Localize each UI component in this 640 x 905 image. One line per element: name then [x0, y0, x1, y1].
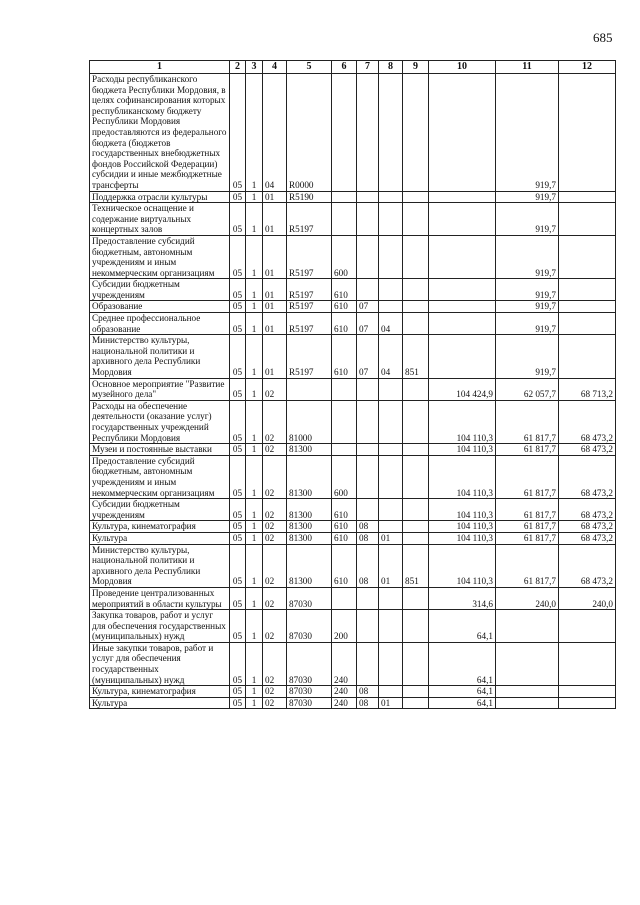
cell-col-11: 61 817,7 — [496, 544, 559, 587]
column-header: 12 — [559, 61, 616, 74]
table-row — [90, 499, 616, 521]
cell-col-4: 02 — [263, 610, 287, 643]
cell-col-12 — [559, 74, 616, 192]
cell-col-3: 1 — [246, 587, 263, 609]
cell-col-5: 81300 — [287, 532, 332, 544]
cell-col-8 — [379, 191, 403, 203]
cell-col-7 — [357, 279, 379, 301]
cell-col-9 — [403, 521, 429, 533]
row-label: Основное мероприятие "Развитие музейного дела" — [90, 378, 230, 400]
cell-col-2: 05 — [230, 313, 246, 335]
cell-col-10: 104 110,3 — [429, 521, 496, 533]
row-label: Субсидии бюджетным учреждениям — [90, 279, 230, 301]
table-row — [90, 587, 616, 609]
cell-col-9 — [403, 74, 429, 192]
cell-col-12 — [559, 191, 616, 203]
cell-col-6 — [332, 74, 357, 192]
cell-col-6 — [332, 191, 357, 203]
cell-col-11: 919,7 — [496, 191, 559, 203]
cell-col-6: 240 — [332, 686, 357, 698]
table-row — [90, 544, 616, 587]
cell-col-10: 64,1 — [429, 610, 496, 643]
cell-col-12: 68 473,2 — [559, 499, 616, 521]
cell-col-6 — [332, 587, 357, 609]
cell-col-3: 1 — [246, 301, 263, 313]
cell-col-5: 81000 — [287, 400, 332, 443]
cell-col-11: 61 817,7 — [496, 455, 559, 498]
cell-col-11: 919,7 — [496, 301, 559, 313]
cell-col-2: 05 — [230, 499, 246, 521]
cell-col-10: 104 110,3 — [429, 532, 496, 544]
table-row — [90, 521, 616, 533]
cell-col-3: 1 — [246, 544, 263, 587]
cell-col-9 — [403, 301, 429, 313]
cell-col-3: 1 — [246, 191, 263, 203]
cell-col-3: 1 — [246, 400, 263, 443]
row-label: Предоставление субсидий бюджетным, автономным учреждениям и иным некоммерческим организациям — [90, 235, 230, 278]
cell-col-7 — [357, 235, 379, 278]
cell-col-2: 05 — [230, 697, 246, 709]
cell-col-11: 919,7 — [496, 313, 559, 335]
cell-col-2: 05 — [230, 74, 246, 192]
cell-col-7 — [357, 191, 379, 203]
cell-col-9 — [403, 642, 429, 685]
table-row — [90, 400, 616, 443]
cell-col-2: 05 — [230, 378, 246, 400]
cell-col-9 — [403, 610, 429, 643]
cell-col-3: 1 — [246, 74, 263, 192]
cell-col-9 — [403, 499, 429, 521]
cell-col-12 — [559, 313, 616, 335]
cell-col-8: 01 — [379, 544, 403, 587]
cell-col-12 — [559, 301, 616, 313]
cell-col-4: 01 — [263, 191, 287, 203]
cell-col-11: 61 817,7 — [496, 532, 559, 544]
cell-col-4: 02 — [263, 444, 287, 456]
cell-col-7 — [357, 455, 379, 498]
cell-col-12 — [559, 203, 616, 236]
cell-col-6: 240 — [332, 642, 357, 685]
cell-col-6: 610 — [332, 521, 357, 533]
cell-col-9 — [403, 378, 429, 400]
cell-col-2: 05 — [230, 686, 246, 698]
table-body — [90, 74, 616, 709]
cell-col-5: R5197 — [287, 313, 332, 335]
cell-col-3: 1 — [246, 313, 263, 335]
cell-col-10 — [429, 313, 496, 335]
cell-col-9 — [403, 400, 429, 443]
cell-col-10 — [429, 74, 496, 192]
cell-col-5: R5197 — [287, 279, 332, 301]
cell-col-9 — [403, 313, 429, 335]
cell-col-8 — [379, 74, 403, 192]
cell-col-11: 62 057,7 — [496, 378, 559, 400]
table-row — [90, 642, 616, 685]
cell-col-7: 08 — [357, 697, 379, 709]
cell-col-11: 919,7 — [496, 335, 559, 378]
cell-col-8: 01 — [379, 532, 403, 544]
cell-col-7: 07 — [357, 301, 379, 313]
cell-col-11 — [496, 686, 559, 698]
cell-col-7 — [357, 610, 379, 643]
column-header: 11 — [496, 61, 559, 74]
row-label: Среднее профессиональное образование — [90, 313, 230, 335]
column-header: 10 — [429, 61, 496, 74]
cell-col-5: 81300 — [287, 544, 332, 587]
cell-col-2: 05 — [230, 203, 246, 236]
cell-col-9 — [403, 279, 429, 301]
table-row — [90, 313, 616, 335]
table-row — [90, 74, 616, 192]
cell-col-3: 1 — [246, 203, 263, 236]
cell-col-2: 05 — [230, 279, 246, 301]
cell-col-6 — [332, 378, 357, 400]
row-label: Техническое оснащение и содержание виртуальных концертных залов — [90, 203, 230, 236]
cell-col-8 — [379, 455, 403, 498]
cell-col-4: 01 — [263, 313, 287, 335]
cell-col-8 — [379, 686, 403, 698]
cell-col-2: 05 — [230, 301, 246, 313]
cell-col-6 — [332, 203, 357, 236]
column-header: 7 — [357, 61, 379, 74]
table-row — [90, 191, 616, 203]
cell-col-12 — [559, 686, 616, 698]
cell-col-5: 87030 — [287, 697, 332, 709]
cell-col-11: 919,7 — [496, 203, 559, 236]
table-row — [90, 378, 616, 400]
cell-col-11: 919,7 — [496, 74, 559, 192]
row-label: Поддержка отрасли культуры — [90, 191, 230, 203]
cell-col-3: 1 — [246, 279, 263, 301]
cell-col-9 — [403, 697, 429, 709]
cell-col-8 — [379, 587, 403, 609]
table-row — [90, 610, 616, 643]
table-row — [90, 235, 616, 278]
cell-col-7 — [357, 499, 379, 521]
cell-col-11: 919,7 — [496, 279, 559, 301]
row-label: Министерство культуры, национальной политики и архивного дела Республики Мордовия — [90, 544, 230, 587]
page-number: 685 — [593, 30, 613, 45]
table-row — [90, 203, 616, 236]
cell-col-6: 610 — [332, 335, 357, 378]
cell-col-4: 02 — [263, 400, 287, 443]
cell-col-6: 610 — [332, 301, 357, 313]
cell-col-10 — [429, 335, 496, 378]
cell-col-12 — [559, 697, 616, 709]
cell-col-2: 05 — [230, 521, 246, 533]
column-header: 1 — [90, 61, 230, 74]
cell-col-4: 02 — [263, 499, 287, 521]
cell-col-2: 05 — [230, 335, 246, 378]
cell-col-12: 68 473,2 — [559, 444, 616, 456]
cell-col-8 — [379, 203, 403, 236]
table-row — [90, 686, 616, 698]
cell-col-2: 05 — [230, 444, 246, 456]
cell-col-12: 68 473,2 — [559, 400, 616, 443]
cell-col-7 — [357, 400, 379, 443]
cell-col-10: 104 110,3 — [429, 444, 496, 456]
column-header: 2 — [230, 61, 246, 74]
cell-col-5: 87030 — [287, 610, 332, 643]
cell-col-3: 1 — [246, 455, 263, 498]
cell-col-11: 919,7 — [496, 235, 559, 278]
cell-col-10: 104 110,3 — [429, 455, 496, 498]
cell-col-12: 68 473,2 — [559, 455, 616, 498]
cell-col-12: 68 473,2 — [559, 532, 616, 544]
cell-col-4: 02 — [263, 455, 287, 498]
table-row — [90, 301, 616, 313]
cell-col-5: 81300 — [287, 521, 332, 533]
cell-col-3: 1 — [246, 499, 263, 521]
cell-col-10: 64,1 — [429, 686, 496, 698]
cell-col-5: 81300 — [287, 455, 332, 498]
cell-col-6: 610 — [332, 499, 357, 521]
cell-col-5: R5197 — [287, 235, 332, 278]
cell-col-7: 08 — [357, 521, 379, 533]
cell-col-5: 87030 — [287, 587, 332, 609]
cell-col-10: 104 424,9 — [429, 378, 496, 400]
cell-col-9: 851 — [403, 544, 429, 587]
cell-col-6: 240 — [332, 697, 357, 709]
cell-col-4: 01 — [263, 279, 287, 301]
cell-col-11 — [496, 642, 559, 685]
cell-col-5: R0000 — [287, 74, 332, 192]
cell-col-4: 02 — [263, 686, 287, 698]
cell-col-5: 87030 — [287, 686, 332, 698]
cell-col-9 — [403, 686, 429, 698]
row-label: Иные закупки товаров, работ и услуг для обеспечения государственных (муниципальных) нужд — [90, 642, 230, 685]
column-header: 9 — [403, 61, 429, 74]
cell-col-8 — [379, 610, 403, 643]
cell-col-11: 61 817,7 — [496, 521, 559, 533]
cell-col-7: 08 — [357, 532, 379, 544]
cell-col-9 — [403, 455, 429, 498]
cell-col-6: 610 — [332, 279, 357, 301]
cell-col-11: 61 817,7 — [496, 499, 559, 521]
cell-col-12 — [559, 610, 616, 643]
cell-col-10: 104 110,3 — [429, 544, 496, 587]
cell-col-4: 01 — [263, 235, 287, 278]
cell-col-2: 05 — [230, 642, 246, 685]
row-label: Закупка товаров, работ и услуг для обеспечения государственных (муниципальных) нужд — [90, 610, 230, 643]
cell-col-5: R5197 — [287, 335, 332, 378]
row-label: Культура — [90, 697, 230, 709]
cell-col-4: 02 — [263, 532, 287, 544]
cell-col-2: 05 — [230, 455, 246, 498]
cell-col-8 — [379, 400, 403, 443]
cell-col-6: 610 — [332, 532, 357, 544]
cell-col-3: 1 — [246, 642, 263, 685]
cell-col-4: 01 — [263, 203, 287, 236]
column-header: 4 — [263, 61, 287, 74]
cell-col-5: 81300 — [287, 444, 332, 456]
cell-col-3: 1 — [246, 235, 263, 278]
cell-col-9 — [403, 191, 429, 203]
cell-col-6: 200 — [332, 610, 357, 643]
cell-col-7: 08 — [357, 544, 379, 587]
table-row — [90, 455, 616, 498]
cell-col-11 — [496, 697, 559, 709]
row-label: Культура — [90, 532, 230, 544]
cell-col-9: 851 — [403, 335, 429, 378]
cell-col-5: R5197 — [287, 301, 332, 313]
column-header: 5 — [287, 61, 332, 74]
cell-col-12: 68 713,2 — [559, 378, 616, 400]
cell-col-12 — [559, 279, 616, 301]
cell-col-3: 1 — [246, 532, 263, 544]
cell-col-5 — [287, 378, 332, 400]
cell-col-8 — [379, 235, 403, 278]
row-label: Расходы на обеспечение деятельности (оказание услуг) государственных учреждений Республики Мордовия — [90, 400, 230, 443]
header-row — [90, 61, 616, 74]
cell-col-10: 64,1 — [429, 642, 496, 685]
cell-col-3: 1 — [246, 697, 263, 709]
cell-col-5: 87030 — [287, 642, 332, 685]
cell-col-12 — [559, 335, 616, 378]
table-row — [90, 279, 616, 301]
cell-col-2: 05 — [230, 587, 246, 609]
table-row — [90, 444, 616, 456]
cell-col-8: 01 — [379, 697, 403, 709]
cell-col-8 — [379, 642, 403, 685]
cell-col-10: 64,1 — [429, 697, 496, 709]
cell-col-7 — [357, 587, 379, 609]
cell-col-10: 314,6 — [429, 587, 496, 609]
cell-col-3: 1 — [246, 335, 263, 378]
column-header: 6 — [332, 61, 357, 74]
cell-col-4: 02 — [263, 378, 287, 400]
cell-col-11: 61 817,7 — [496, 400, 559, 443]
cell-col-4: 02 — [263, 544, 287, 587]
row-label: Культура, кинематография — [90, 521, 230, 533]
cell-col-9 — [403, 587, 429, 609]
cell-col-7: 07 — [357, 313, 379, 335]
column-header: 8 — [379, 61, 403, 74]
cell-col-12 — [559, 642, 616, 685]
cell-col-9 — [403, 532, 429, 544]
row-label: Министерство культуры, национальной политики и архивного дела Республики Мордовия — [90, 335, 230, 378]
cell-col-4: 01 — [263, 335, 287, 378]
cell-col-12 — [559, 235, 616, 278]
cell-col-3: 1 — [246, 444, 263, 456]
cell-col-7: 08 — [357, 686, 379, 698]
cell-col-9 — [403, 235, 429, 278]
cell-col-6 — [332, 400, 357, 443]
cell-col-10: 104 110,3 — [429, 499, 496, 521]
cell-col-6: 600 — [332, 455, 357, 498]
cell-col-10 — [429, 235, 496, 278]
cell-col-2: 05 — [230, 191, 246, 203]
cell-col-5: R5190 — [287, 191, 332, 203]
cell-col-8 — [379, 444, 403, 456]
table-row — [90, 697, 616, 709]
row-label: Музеи и постоянные выставки — [90, 444, 230, 456]
cell-col-9 — [403, 444, 429, 456]
cell-col-6: 610 — [332, 313, 357, 335]
cell-col-10 — [429, 279, 496, 301]
cell-col-2: 05 — [230, 235, 246, 278]
cell-col-5: 81300 — [287, 499, 332, 521]
table-row — [90, 335, 616, 378]
cell-col-3: 1 — [246, 686, 263, 698]
cell-col-8 — [379, 301, 403, 313]
cell-col-3: 1 — [246, 521, 263, 533]
cell-col-11 — [496, 610, 559, 643]
cell-col-7 — [357, 203, 379, 236]
row-label: Субсидии бюджетным учреждениям — [90, 499, 230, 521]
row-label: Культура, кинематография — [90, 686, 230, 698]
budget-table — [89, 60, 616, 709]
cell-col-7 — [357, 74, 379, 192]
cell-col-7: 07 — [357, 335, 379, 378]
cell-col-8 — [379, 499, 403, 521]
cell-col-5: R5197 — [287, 203, 332, 236]
cell-col-8 — [379, 521, 403, 533]
cell-col-7 — [357, 642, 379, 685]
cell-col-4: 01 — [263, 301, 287, 313]
row-label: Предоставление субсидий бюджетным, автономным учреждениям и иным некоммерческим организациям — [90, 455, 230, 498]
cell-col-10: 104 110,3 — [429, 400, 496, 443]
cell-col-11: 61 817,7 — [496, 444, 559, 456]
cell-col-4: 04 — [263, 74, 287, 192]
cell-col-7 — [357, 444, 379, 456]
cell-col-10 — [429, 203, 496, 236]
cell-col-4: 02 — [263, 642, 287, 685]
cell-col-2: 05 — [230, 400, 246, 443]
row-label: Образование — [90, 301, 230, 313]
cell-col-8 — [379, 378, 403, 400]
cell-col-10 — [429, 301, 496, 313]
cell-col-12: 68 473,2 — [559, 544, 616, 587]
cell-col-2: 05 — [230, 544, 246, 587]
cell-col-9 — [403, 203, 429, 236]
cell-col-12: 68 473,2 — [559, 521, 616, 533]
cell-col-8 — [379, 279, 403, 301]
cell-col-4: 02 — [263, 697, 287, 709]
column-header: 3 — [246, 61, 263, 74]
cell-col-12: 240,0 — [559, 587, 616, 609]
cell-col-8: 04 — [379, 313, 403, 335]
cell-col-10 — [429, 191, 496, 203]
row-label: Проведение централизованных мероприятий в области культуры — [90, 587, 230, 609]
cell-col-8: 04 — [379, 335, 403, 378]
cell-col-6: 600 — [332, 235, 357, 278]
cell-col-11: 240,0 — [496, 587, 559, 609]
cell-col-6: 610 — [332, 544, 357, 587]
cell-col-2: 05 — [230, 610, 246, 643]
cell-col-2: 05 — [230, 532, 246, 544]
cell-col-3: 1 — [246, 610, 263, 643]
cell-col-4: 02 — [263, 587, 287, 609]
table-row — [90, 532, 616, 544]
cell-col-4: 02 — [263, 521, 287, 533]
cell-col-6 — [332, 444, 357, 456]
cell-col-7 — [357, 378, 379, 400]
row-label: Расходы республиканского бюджета Республики Мордовия, в целях софинансирования которых республиканскому бюджету Республики Мордовия предоставляются из федерального бюджета (бюджетов государственных внебюджетных фондов Российской Федерации) субсидии и иные межбюджетные трансферты — [90, 74, 230, 192]
cell-col-3: 1 — [246, 378, 263, 400]
